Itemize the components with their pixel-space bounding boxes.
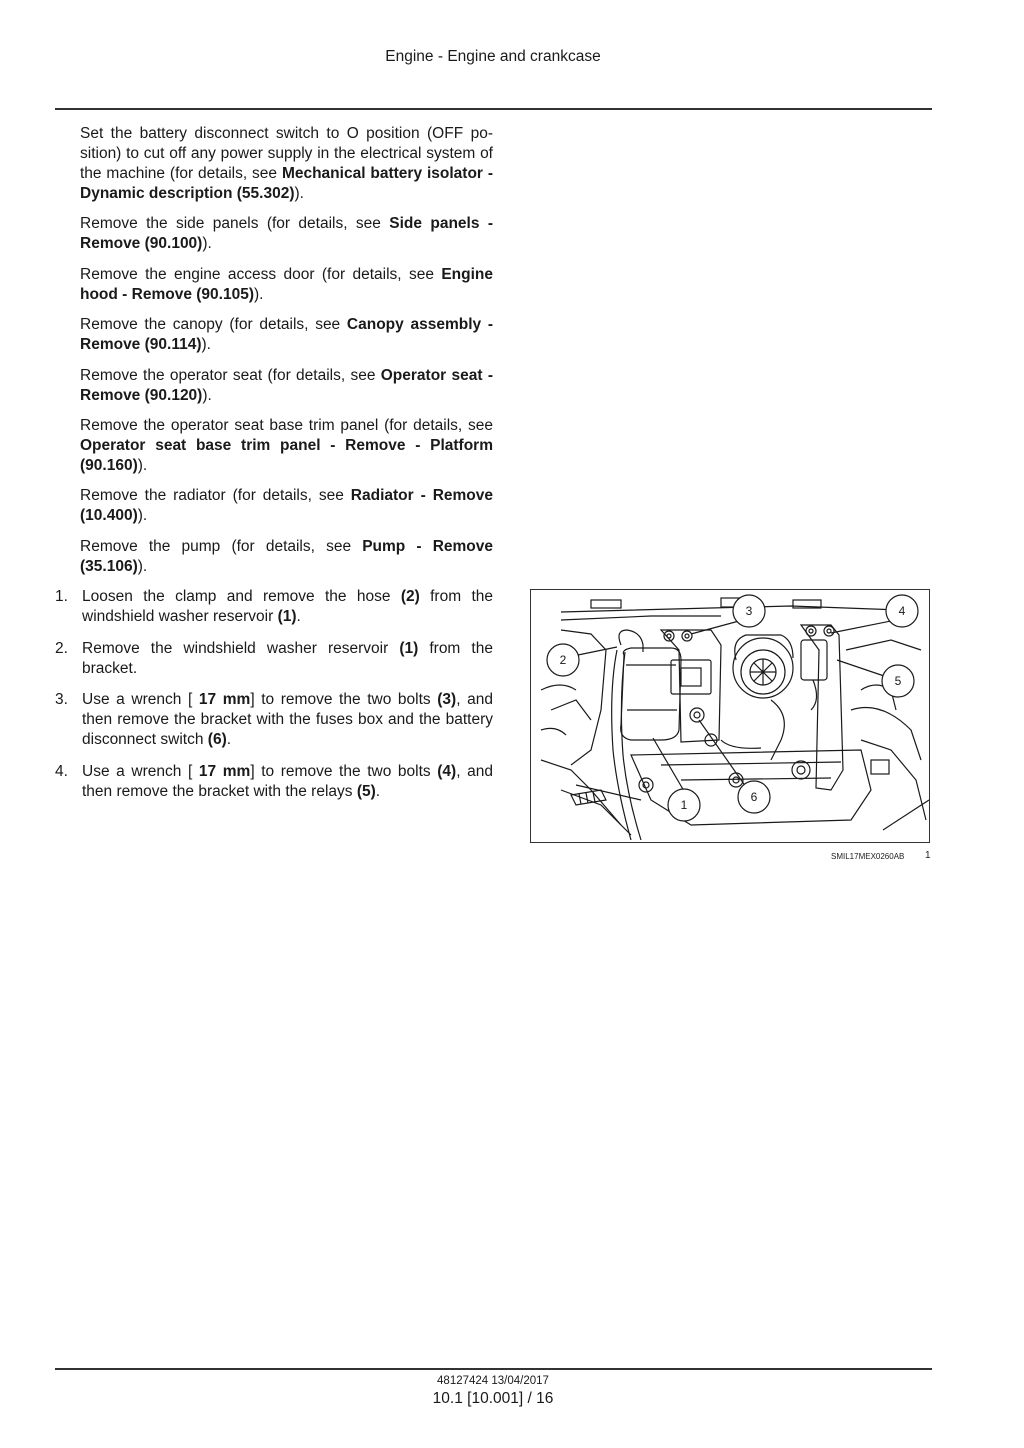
- step-text: Use a wrench [: [82, 762, 199, 780]
- step-emphasis: (3): [437, 691, 457, 709]
- prereq-text-end: ).: [201, 336, 211, 354]
- procedure-step: [55, 762, 493, 802]
- cross-reference: Operator seat base trim panel - Remove - Platform (90.160): [80, 436, 493, 474]
- callout-5: 5: [894, 674, 902, 688]
- step-text: , and then remove the bracket with the fuses box and the battery disconnect switch: [82, 691, 493, 749]
- step-text: .: [375, 782, 381, 800]
- prereq-text: Remove the side panels (for details, see: [80, 215, 390, 233]
- step-emphasis: 17 mm: [198, 762, 251, 780]
- procedure-text: [55, 124, 493, 813]
- prereq-paragraph: [80, 214, 493, 254]
- prereq-text-end: ).: [202, 235, 212, 253]
- prerequisite-list: [55, 124, 493, 577]
- step-list: [55, 587, 493, 802]
- step-emphasis: 17 mm: [198, 691, 251, 709]
- prereq-text-end: ).: [137, 456, 148, 474]
- step-text: .: [296, 608, 301, 626]
- prereq-text: Remove the radiator (for details, see: [80, 487, 351, 505]
- figure-number: 1: [925, 850, 931, 861]
- step-number: 3.: [55, 691, 68, 709]
- step-text: .: [226, 731, 232, 749]
- callout-6: 6: [750, 790, 758, 804]
- step-text: from the bracket.: [82, 639, 493, 677]
- step-text: Loosen the clamp and remove the hose: [82, 588, 401, 606]
- procedure-step: [55, 639, 493, 679]
- prereq-text: Remove the operator seat (for details, see: [80, 366, 381, 384]
- step-text: ] to remove the two bolts: [250, 691, 438, 709]
- prereq-text-end: ).: [202, 386, 212, 404]
- step-text: ] to remove the two bolts: [250, 762, 438, 780]
- step-emphasis: (1): [277, 608, 297, 626]
- procedure-step: [55, 690, 493, 750]
- prereq-text-end: ).: [137, 557, 148, 575]
- prereq-paragraph: [80, 416, 493, 476]
- step-number: 2.: [55, 639, 68, 657]
- prereq-text: Remove the canopy (for details, see: [80, 316, 347, 334]
- step-emphasis: (1): [399, 639, 419, 657]
- prereq-paragraph: [80, 366, 493, 406]
- engine-illustration: [531, 590, 929, 842]
- callout-1: 1: [680, 798, 688, 812]
- cross-reference: Canopy assembly - Remove (90.114): [80, 316, 493, 354]
- cross-reference: Radiator - Remove (10.400): [80, 487, 494, 525]
- callout-3: 3: [745, 604, 753, 618]
- footer-page-number: 10.1 [10.001] / 16: [432, 1390, 554, 1407]
- prereq-paragraph: [80, 265, 493, 305]
- step-number: 1.: [55, 588, 68, 606]
- cross-reference: Pump - Remove (35.106): [80, 537, 493, 575]
- prereq-text-end: ).: [294, 185, 304, 202]
- prereq-text: Remove the engine access door (for details, see: [80, 265, 442, 283]
- step-text: , and then remove the bracket with the relays: [82, 762, 493, 800]
- step-text: Use a wrench [: [82, 691, 199, 709]
- procedure-step: [55, 587, 493, 627]
- step-emphasis: (4): [437, 762, 457, 780]
- footer-doc-id: 48127424 13/04/2017: [437, 1375, 549, 1387]
- step-text: Remove the windshield washer reservoir: [82, 639, 400, 657]
- prereq-text-end: ).: [137, 507, 148, 525]
- cross-reference: Operator seat - Remove (90.120): [80, 366, 493, 404]
- callout-2: 2: [559, 653, 567, 667]
- cross-reference: Side panels - Remove (90.100): [80, 215, 493, 253]
- figure-code: SMIL17MEX0260AB: [831, 852, 905, 861]
- prereq-text: Remove the operator seat base trim panel (for details, see: [80, 416, 493, 434]
- step-emphasis: (6): [207, 731, 227, 749]
- page-header-title: Engine - Engine and crankcase: [385, 48, 601, 65]
- step-emphasis: (5): [356, 782, 376, 800]
- step-text: from the windshield washer reservoir: [82, 588, 493, 626]
- prereq-paragraph: [80, 124, 493, 204]
- cross-reference: Engine hood - Remove (90.105): [80, 265, 493, 303]
- prereq-text-end: ).: [254, 285, 264, 303]
- engine-figure: [530, 589, 930, 843]
- prereq-paragraph: [80, 315, 493, 355]
- header-rule: [55, 108, 932, 110]
- step-number: 4.: [55, 762, 68, 780]
- prereq-text: Remove the pump (for details, see: [80, 537, 363, 555]
- step-emphasis: (2): [400, 588, 420, 606]
- cross-reference: Mechanical battery isolator - Dynamic description (55.302): [80, 165, 493, 202]
- footer-rule: [55, 1368, 932, 1370]
- prereq-text: Set the battery disconnect switch to O position (OFF position) to cut off any power supply in the electrical system of the machine (for details, see: [80, 125, 493, 182]
- prereq-paragraph: [80, 537, 493, 577]
- prereq-paragraph: [80, 486, 493, 526]
- callout-4: 4: [898, 604, 906, 618]
